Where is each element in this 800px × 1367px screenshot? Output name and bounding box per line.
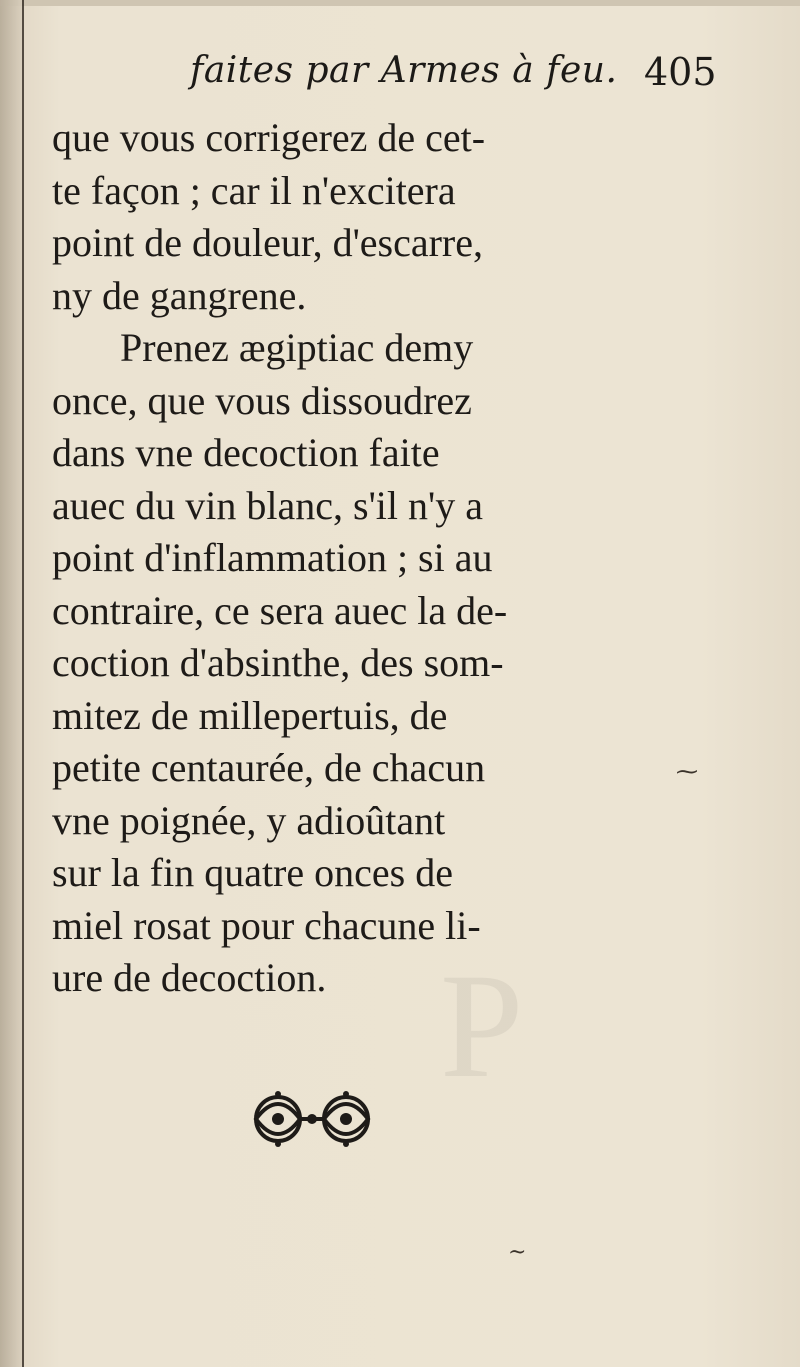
- text-line: sur la fin quatre onces de: [52, 850, 453, 895]
- paragraph-first-line: Prenez ægiptiac demy: [120, 325, 474, 370]
- text-line: contraire, ce sera auec la de-: [52, 587, 508, 633]
- ink-mark: ~: [508, 1240, 527, 1265]
- text-line: auec du vin blanc, s'il n'y a: [52, 482, 483, 528]
- show-through-glyph: P: [440, 943, 524, 1109]
- page-top-edge: [0, 0, 800, 6]
- text-line: te façon ; car il n'excitera: [52, 167, 456, 213]
- text-line: dans vne decoction faite: [52, 430, 440, 475]
- page-number: 405: [644, 50, 717, 94]
- text-line: point d'inflammation ; si au: [52, 535, 493, 580]
- running-title: faites par Armes à feu.: [190, 50, 618, 91]
- body-text: [52, 112, 592, 1005]
- text-line: ny de gangrene.: [52, 272, 307, 318]
- page-gutter: [0, 0, 24, 1367]
- text-line: vne poignée, y adioûtant: [52, 797, 446, 843]
- text-line: miel rosat pour chacune li-: [52, 902, 481, 948]
- text-line: once, que vous dissoudrez: [52, 377, 472, 423]
- text-line: point de douleur, d'escarre,: [52, 220, 483, 265]
- text-line: petite centaurée, de chacun: [52, 745, 486, 790]
- text-line: ure de decoction.: [52, 955, 327, 1000]
- text-line: mitez de millepertuis, de: [52, 692, 448, 738]
- ink-mark: ⁓: [676, 760, 698, 785]
- text-line: coction d'absinthe, des som-: [52, 640, 504, 685]
- printers-fleuron-icon: [244, 1084, 380, 1154]
- text-line: que vous corrigerez de cet-: [52, 115, 486, 160]
